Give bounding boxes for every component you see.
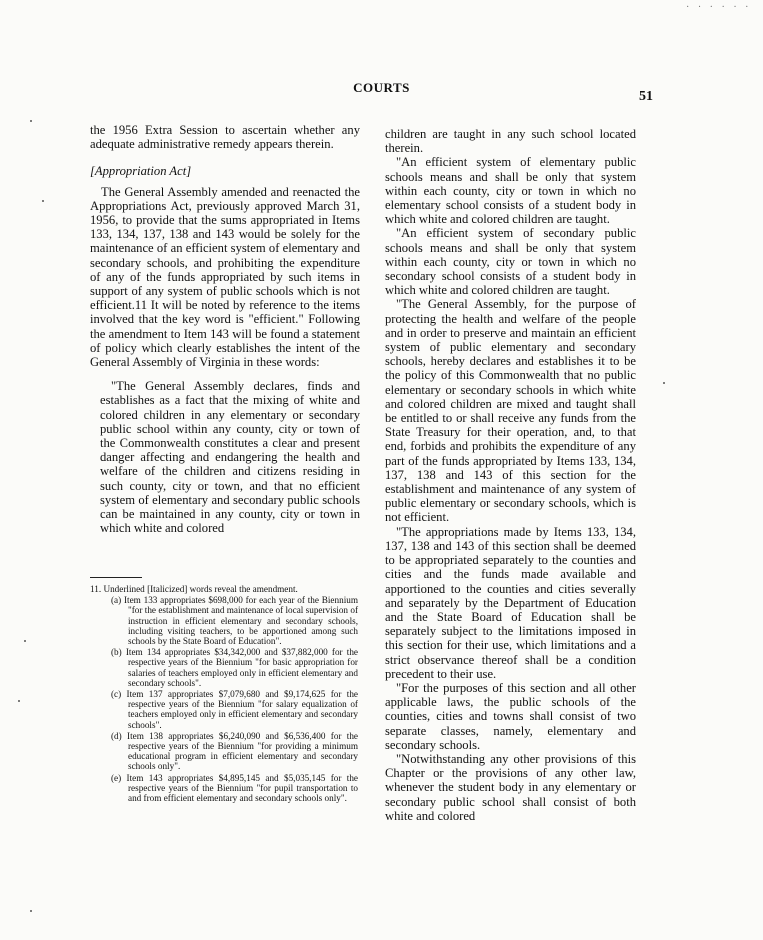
scan-speck [24,640,26,642]
footnote-main: 11. Underlined [Italicized] words reveal the amendment. [90,584,298,594]
quoted-paragraph: "Notwithstanding any other provisions of this Chapter or the provisions of any other law, whenever the student body in any elementary or secondary public school shall consist of both white and colored [385,751,636,823]
quoted-paragraph: "For the purposes of this section and all other applicable laws, the public schools of the counties, cities and towns shall consist of two separate classes, namely, elementary and secondary schools. [385,680,636,752]
top-edge-marks: · · · · · · [686,2,752,13]
quoted-paragraph: "The appropriations made by Items 133, 134, 137, 138 and 143 of this section shall be deemed to be appropriated separately to the counties and cities and the funds made available and apportioned to the counties and cities severally and separately by the Department of Education and the State Board of Education shall be separately subject to the limitations imposed in this section for their use, which limitations and a strict observance thereof shall be a condition precedent to their use. [385,524,636,681]
footnote-item: (b) Item 134 appropriates $34,342,000 and $37,882,000 for the respective years of the Biennium "for basic appropriation for salaries of teachers employed only in efficient elementary and secondary schools". [111,647,358,688]
scan-speck [18,700,20,702]
continuation-text: children are taught in any such school located therein. [385,127,636,156]
continuation-text: the 1956 Extra Session to ascertain whether any adequate administrative remedy appears therein. [90,123,360,152]
body-paragraph: The General Assembly amended and reenacted the Appropriations Act, previously approved March 31, 1956, to provide that the sums appropriated in Items 133, 134, 137, 138 and 143 would be solely for the maintenance of an efficient system of elementary and secondary schools, and prohibiting the expenditure of any of the funds appropriated by such items in support of any system of public schools which is not efficient.11 It will be noted by reference to the items involved that the key word is "efficient." Following the amendment to Item 143 will be found a statement of policy which clearly establishes the intent of the General Assembly of Virginia in these words: [90,184,360,370]
scan-speck [30,910,32,912]
footnotes [90,584,358,803]
footnote-item: (d) Item 138 appropriates $6,240,090 and $6,536,400 for the respective years of the Biennium "for providing a minimum educational program in efficient elementary and secondary schools only". [111,730,358,772]
footnote-item: (c) Item 137 appropriates $7,079,680 and $9,174,625 for the respective years of the Biennium "for salary equalization of teachers employed only in efficient elementary and secondary schools". [111,689,358,730]
scan-speck [663,382,665,384]
running-header: COURTS [353,80,410,95]
footnote-item: (a) Item 133 appropriates $698,000 for each year of the Biennium "for the establishment and maintenance of local supervision of instruction in efficient elementary and secondary schools, including visiting teachers, to be apportioned among such schools by the State Board of Education". [111,595,358,647]
footnote-item: (e) Item 143 appropriates $4,895,145 and $5,035,145 for the respective years of the Biennium "for pupil transportation to and from efficient elementary and secondary schools only". [111,772,358,804]
quoted-paragraph: "The General Assembly, for the purpose of protecting the health and welfare of the people and in order to preserve and maintain an efficient system of public elementary and secondary schools, hereby declares and establishes it to be the policy of this Commonwealth that no public elementary or secondary schools in which white and colored children are mixed and taught shall be entitled to or shall receive any funds from the State Treasury for their operation, and, to that end, forbids and prohibits the expenditure of any part of the funds appropriated by Items 133, 134, 137, 138 and 143 of this section for the establishment and maintenance of any system of public elementary or secondary schools, which is not efficient. [385,297,636,525]
block-quote: "The General Assembly declares, finds and establishes as a fact that the mixing of white and colored children in any elementary or secondary public school within any county, city or town of the Commonwealth constitutes a clear and present danger affecting and endangering the health and welfare of the children and citizens residing in such county, city or town, and that no efficient system of elementary and secondary public schools can be maintained in any county, city or town in which white and colored [100,379,360,536]
quoted-paragraph: "An efficient system of elementary public schools means and shall be only that system within each county, city or town in which no elementary school consists of a student body in which white and colored children are taught. [385,155,636,227]
scan-speck [30,120,32,122]
quoted-paragraph: "An efficient system of secondary public schools means and shall be only that system within each county, city or town in which no secondary school consists of a student body in which white and colored children are taught. [385,226,636,298]
scan-speck [42,200,44,202]
right-column [385,127,636,823]
left-column [90,123,360,535]
page-number: 51 [639,89,653,104]
section-heading: [Appropriation Act] [90,164,192,179]
footnote-divider [90,577,142,578]
